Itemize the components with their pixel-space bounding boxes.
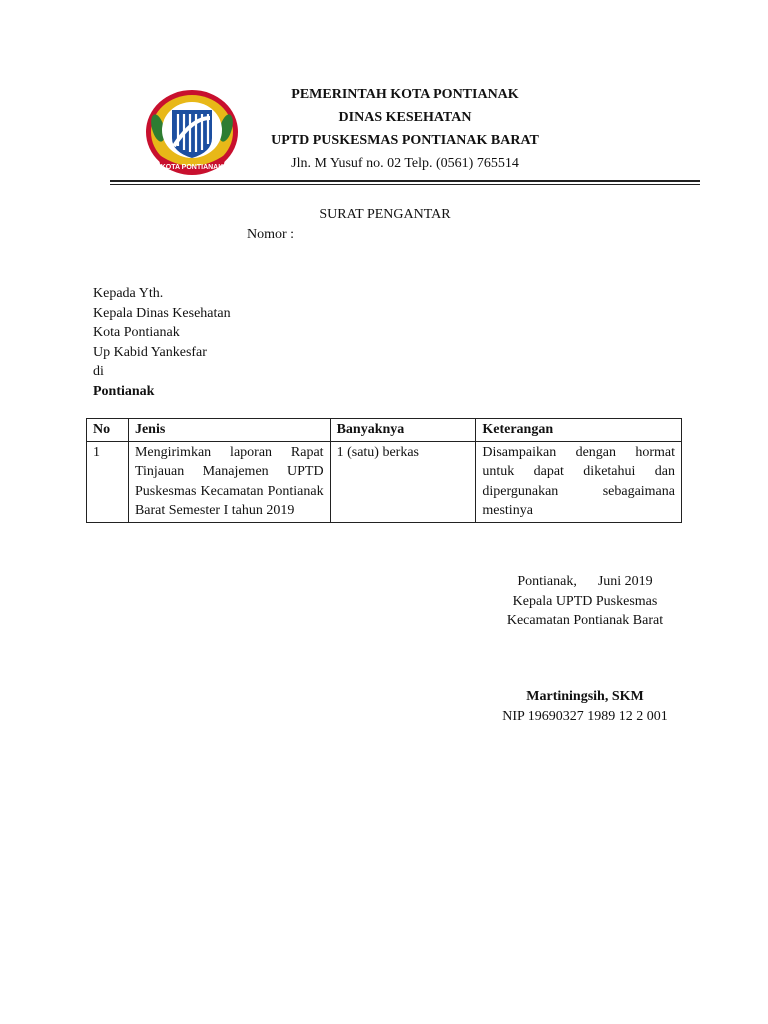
recipient-org: Kota Pontianak	[93, 325, 180, 340]
recipient-di: di	[93, 364, 104, 379]
header-jenis: Jenis	[128, 419, 330, 442]
logo-banner-text: KOTA PONTIANAK	[160, 164, 224, 171]
cell-banyaknya: 1 (satu) berkas	[330, 441, 476, 522]
recipient-block	[93, 284, 231, 401]
letter-title: SURAT PENGANTAR	[319, 207, 451, 222]
letterhead-rule-thick	[110, 180, 700, 182]
header-keterangan: Keterangan	[476, 419, 682, 442]
table-row	[87, 441, 682, 522]
letterhead-address: Jln. M Yusuf no. 02 Telp. (0561) 765514	[291, 156, 519, 171]
letterhead-agency: DINAS KESEHATAN	[338, 110, 472, 125]
city-emblem-logo	[144, 88, 240, 180]
signature-nip: NIP 19690327 1989 12 2 001	[502, 709, 668, 724]
recipient-attention: Up Kabid Yankesfar	[93, 344, 207, 360]
letterhead-unit: UPTD PUSKESMAS PONTIANAK BARAT	[271, 133, 539, 148]
cell-no: 1	[87, 441, 129, 522]
signature-position-1: Kepala UPTD Puskesmas	[512, 594, 658, 609]
recipient-salutation: Kepada Yth.	[93, 286, 164, 301]
letter-number-label: Nomor :	[247, 227, 295, 242]
header-no: No	[87, 419, 129, 442]
signature-name: Martiningsih, SKM	[526, 689, 644, 704]
letterhead-rule-thin	[110, 184, 700, 185]
cell-jenis: Mengirimkan laporan Rapat Tinjauan Manajemen UPTD Puskesmas Kecamatan Pontianak Barat Semester I tahun 2019	[128, 441, 330, 522]
document-table	[86, 418, 682, 523]
signature-position-2: Kecamatan Pontianak Barat	[506, 613, 664, 628]
recipient-title: Kepala Dinas Kesehatan	[93, 305, 231, 321]
table-header-row	[87, 419, 682, 442]
cell-keterangan: Disampaikan dengan hormat untuk dapat diketahui dan dipergunakan sebagaimana mestinya	[476, 441, 682, 522]
letterhead-government: PEMERINTAH KOTA PONTIANAK	[291, 87, 519, 102]
header-banyaknya: Banyaknya	[330, 419, 476, 442]
signature-place-date: Pontianak, Juni 2019	[517, 574, 653, 589]
recipient-city: Pontianak	[93, 383, 155, 399]
